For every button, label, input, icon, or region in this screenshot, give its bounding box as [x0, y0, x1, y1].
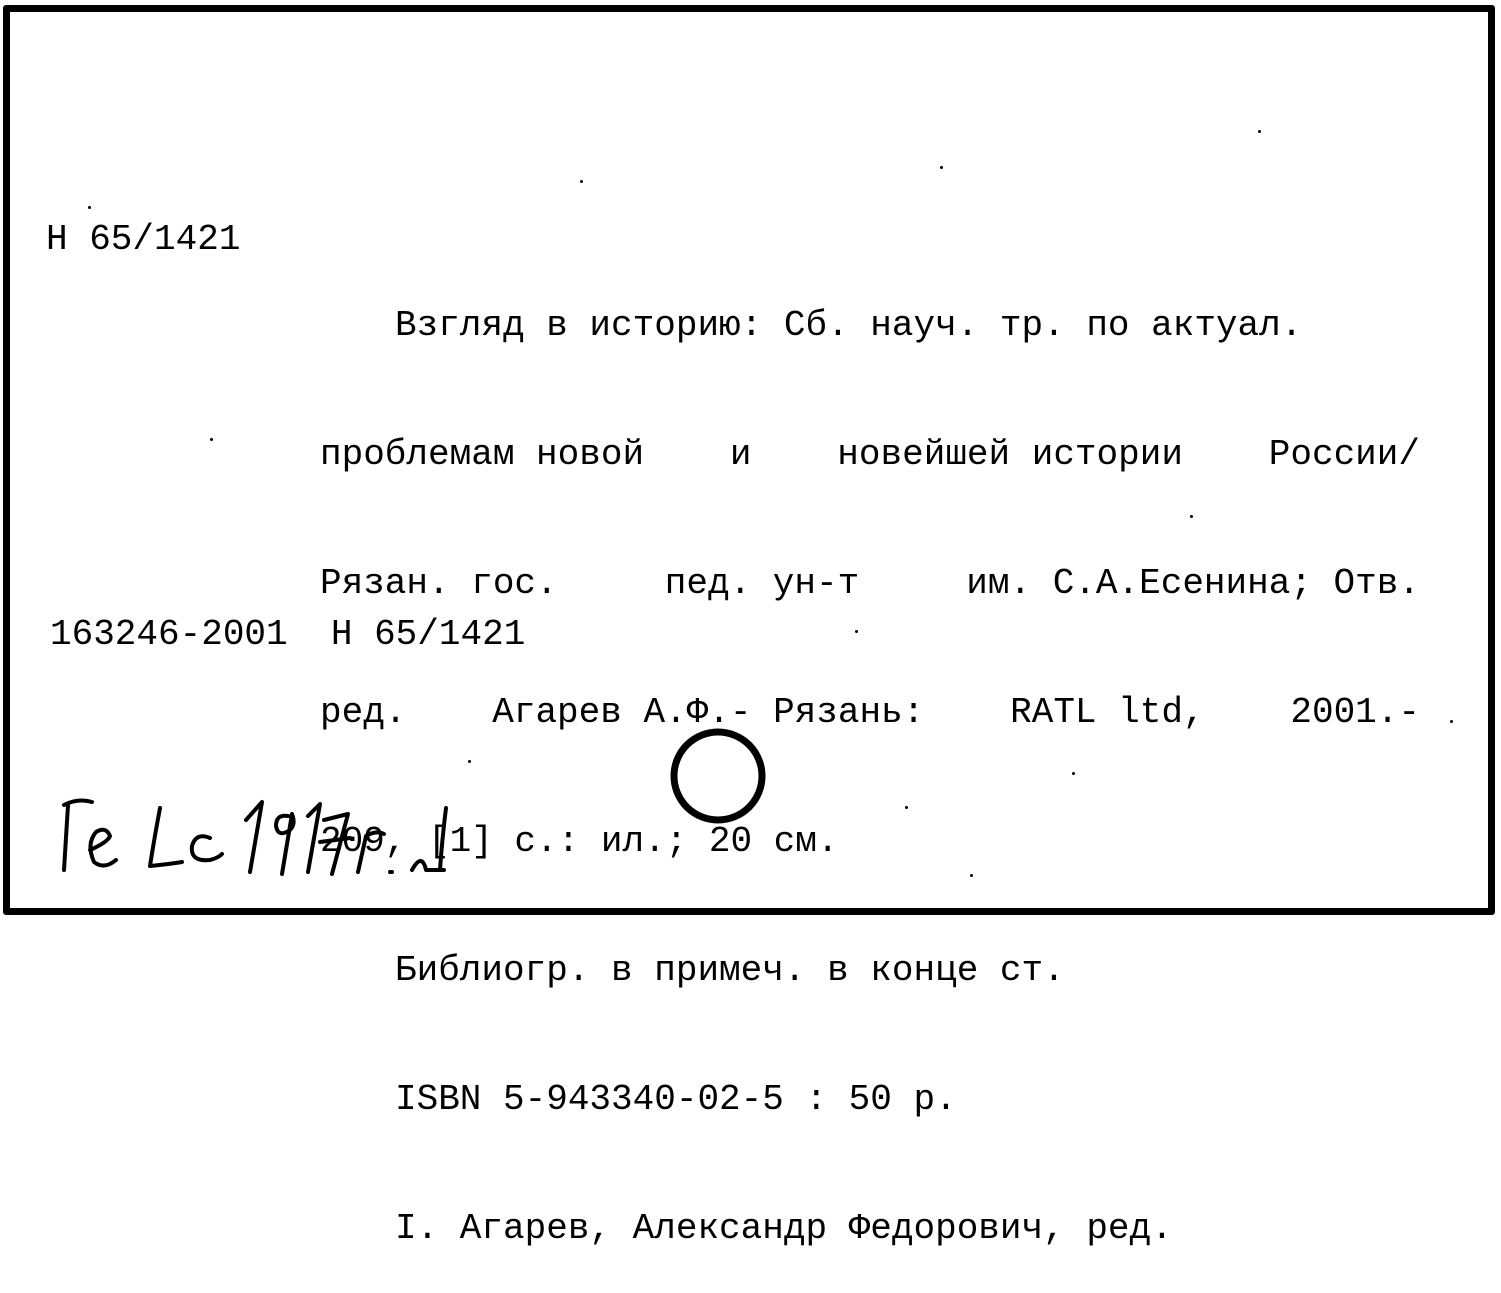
entry-segment: России/ [1268, 434, 1420, 475]
entry-segment: им. С.А.Есенина; Отв. [966, 563, 1420, 604]
scan-speck [88, 206, 91, 209]
entry-segment: Агарев А.Ф.- Рязань: [492, 692, 925, 733]
title-line: Взгляд в историю: Сб. науч. тр. по актуал. [395, 305, 1303, 346]
scan-speck [1190, 515, 1193, 518]
scan-speck [970, 874, 973, 877]
entry-segment: пед. ун-т [664, 563, 860, 604]
footer-line [50, 613, 525, 656]
entry-segment: проблемам новой [320, 434, 645, 475]
scan-speck [1072, 772, 1075, 775]
punch-hole [660, 718, 780, 838]
entry-line [320, 433, 1420, 476]
entry-segment: ред. [320, 692, 407, 733]
entry-segment: и [729, 434, 752, 475]
entry-segment: Рязан. гос. [320, 563, 558, 604]
entry-segment: 2001.- [1290, 692, 1420, 733]
editor-tracing: I. Агарев, Александр Федорович, ред. [395, 1208, 1173, 1249]
scan-speck [855, 630, 858, 633]
entry-segment: RATL ltd, [1010, 692, 1205, 733]
entry-line [320, 562, 1420, 605]
scan-speck [1450, 720, 1453, 723]
scan-speck [905, 806, 908, 809]
scan-speck [210, 438, 213, 441]
scan-speck [1258, 130, 1261, 133]
bibliographic-entry [320, 218, 1420, 1293]
handwritten-note [50, 780, 470, 890]
scan-speck [580, 180, 583, 183]
physical-description-line: 209, [1] с.: ил.; 20 см. [320, 821, 839, 862]
isbn-note: ISBN 5-943340-02-5 : 50 р. [395, 1079, 957, 1120]
bibliography-note: Библиогр. в примеч. в конце ст. [395, 950, 1065, 991]
accession-number: 163246-2001 [50, 614, 288, 655]
entry-line [320, 691, 1420, 734]
entry-segment: новейшей истории [837, 434, 1183, 475]
call-number: Н 65/1421 [46, 219, 241, 260]
scan-speck [940, 166, 943, 169]
footer-call-number: Н 65/1421 [330, 614, 526, 655]
scan-speck [468, 760, 471, 763]
